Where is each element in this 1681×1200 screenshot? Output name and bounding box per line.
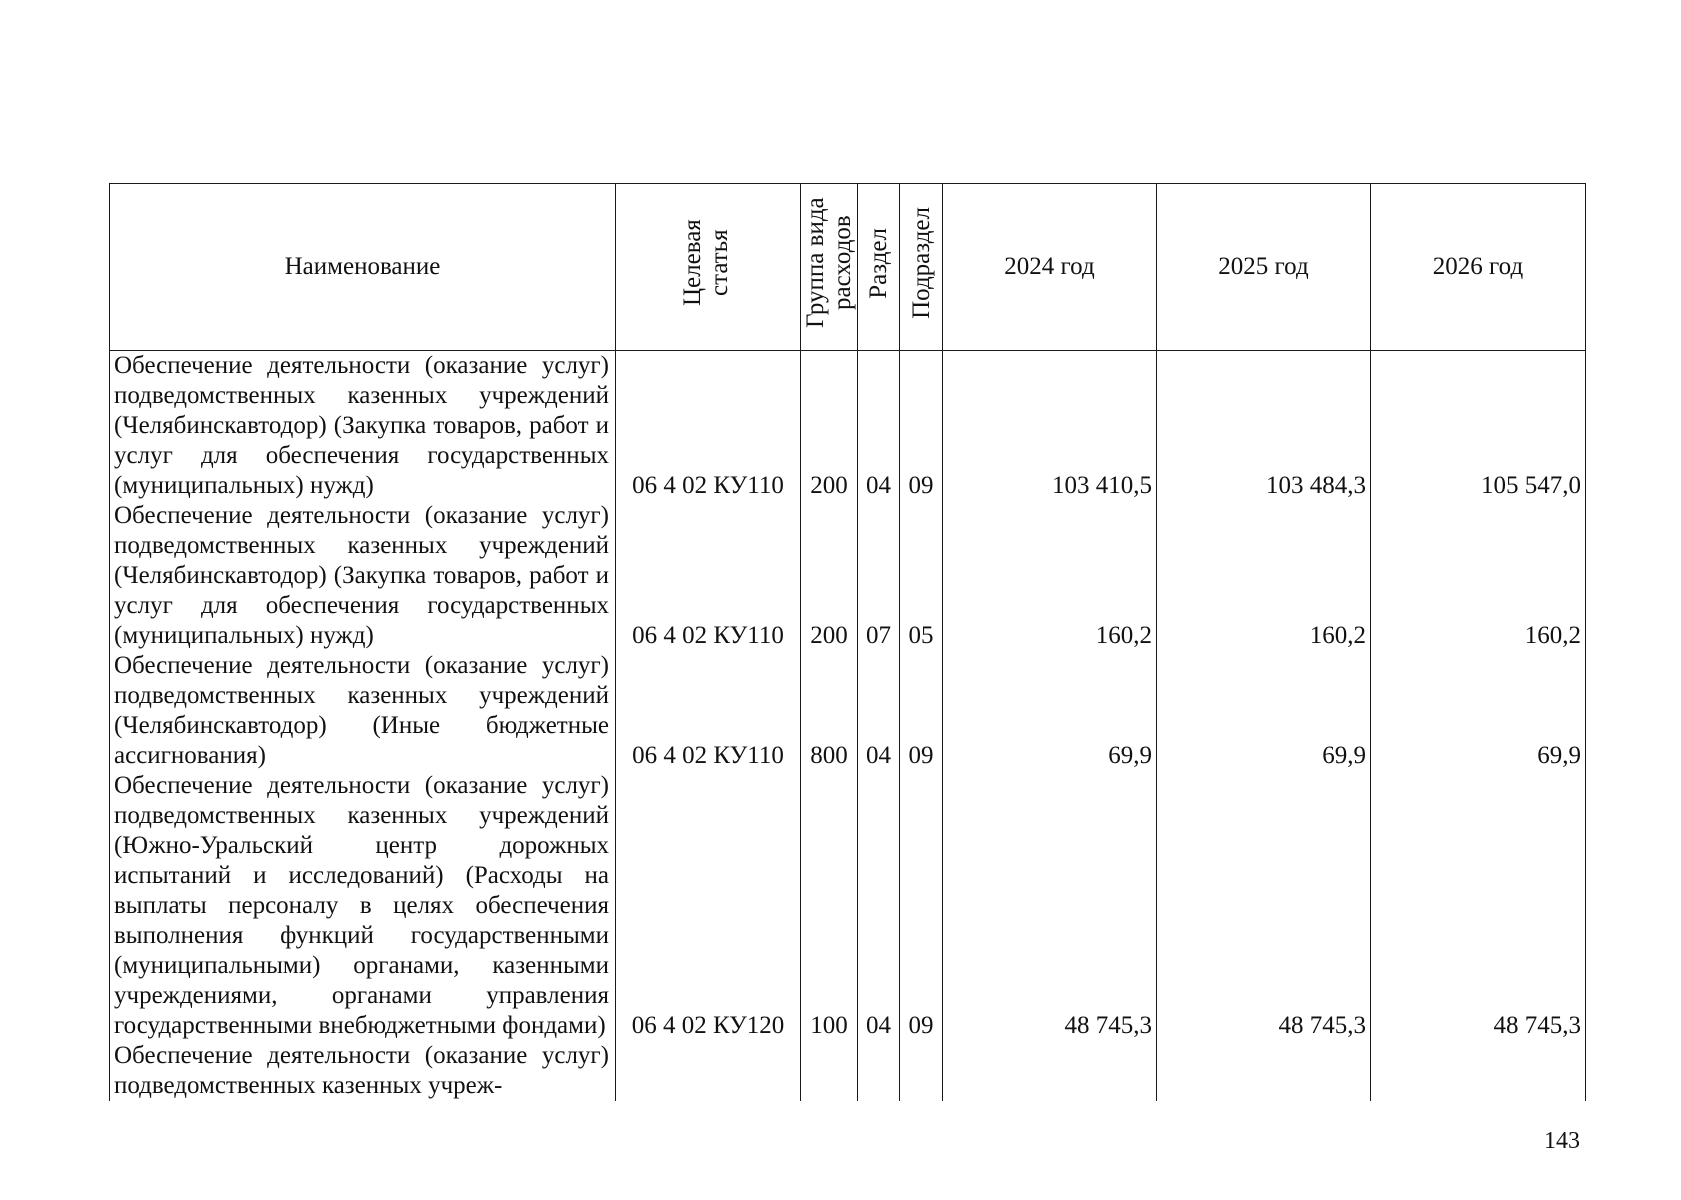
- row-value-2026: 48 745,3: [1371, 771, 1586, 1041]
- row-section: 04: [858, 771, 900, 1041]
- row-name: Обеспечение деятельности (оказание услуг) подведомственных казенных учреждений (Челябинскавтодор) (Закупка товаров, работ и услуг для обеспечения государственных (муниципальных) нужд): [110, 351, 616, 502]
- table-row: [110, 351, 1586, 502]
- row-subsection: 05: [900, 501, 943, 651]
- row-name: Обеспечение деятельности (оказание услуг) подведомственных казенных учреж-: [110, 1041, 616, 1101]
- row-section: [858, 1041, 900, 1101]
- table-header-row: [110, 184, 1586, 351]
- row-subsection: [900, 1041, 943, 1101]
- header-2026: 2026 год: [1371, 184, 1586, 351]
- row-value-2026: 105 547,0: [1371, 351, 1586, 502]
- header-subsection: Подраздел: [900, 184, 943, 351]
- row-target-article: 06 4 02 КУ110: [616, 651, 801, 771]
- row-expense-group: 200: [801, 351, 858, 502]
- header-2025: 2025 год: [1157, 184, 1371, 351]
- row-value-2024: 48 745,3: [943, 771, 1157, 1041]
- header-expense-group: Группа вида расходов: [801, 184, 858, 351]
- row-subsection: 09: [900, 771, 943, 1041]
- row-expense-group: 200: [801, 501, 858, 651]
- row-expense-group: [801, 1041, 858, 1101]
- row-value-2025: 160,2: [1157, 501, 1371, 651]
- row-target-article: [616, 1041, 801, 1101]
- row-expense-group: 100: [801, 771, 858, 1041]
- row-name: Обеспечение деятельности (оказание услуг) подведомственных казенных учреждений (Южно-Уральский центр дорожных испытаний и исследований) (Расходы на выплаты персоналу в целях обеспечения выполнения функций государственными (муниципальными) органами, казенными учреждениями, органами управления государственными внебюджетными фондами): [110, 771, 616, 1041]
- row-target-article: 06 4 02 КУ110: [616, 501, 801, 651]
- table-row: [110, 1041, 1586, 1101]
- row-value-2026: [1371, 1041, 1586, 1101]
- budget-table: [109, 183, 1586, 1101]
- row-section: 04: [858, 651, 900, 771]
- row-subsection: 09: [900, 351, 943, 502]
- row-target-article: 06 4 02 КУ110: [616, 351, 801, 502]
- row-value-2025: 48 745,3: [1157, 771, 1371, 1041]
- row-name: Обеспечение деятельности (оказание услуг) подведомственных казенных учреждений (Челябинскавтодор) (Закупка товаров, работ и услуг для обеспечения государственных (муниципальных) нужд): [110, 501, 616, 651]
- page-number: 143: [1544, 1128, 1580, 1154]
- row-section: 04: [858, 351, 900, 502]
- row-value-2026: 160,2: [1371, 501, 1586, 651]
- table-row: [110, 771, 1586, 1041]
- row-name: Обеспечение деятельности (оказание услуг) подведомственных казенных учреждений (Челябинскавтодор) (Иные бюджетные ассигнования): [110, 651, 616, 771]
- header-section: Раздел: [858, 184, 900, 351]
- table-row: [110, 651, 1586, 771]
- row-value-2025: [1157, 1041, 1371, 1101]
- row-value-2024: 69,9: [943, 651, 1157, 771]
- row-value-2025: 103 484,3: [1157, 351, 1371, 502]
- row-value-2024: 160,2: [943, 501, 1157, 651]
- table-row: [110, 501, 1586, 651]
- row-target-article: 06 4 02 КУ120: [616, 771, 801, 1041]
- row-value-2025: 69,9: [1157, 651, 1371, 771]
- row-section: 07: [858, 501, 900, 651]
- header-2024: 2024 год: [943, 184, 1157, 351]
- row-value-2024: 103 410,5: [943, 351, 1157, 502]
- row-subsection: 09: [900, 651, 943, 771]
- row-expense-group: 800: [801, 651, 858, 771]
- row-value-2026: 69,9: [1371, 651, 1586, 771]
- header-name: Наименование: [110, 184, 616, 351]
- header-target-article: Целевая статья: [616, 184, 801, 351]
- row-value-2024: [943, 1041, 1157, 1101]
